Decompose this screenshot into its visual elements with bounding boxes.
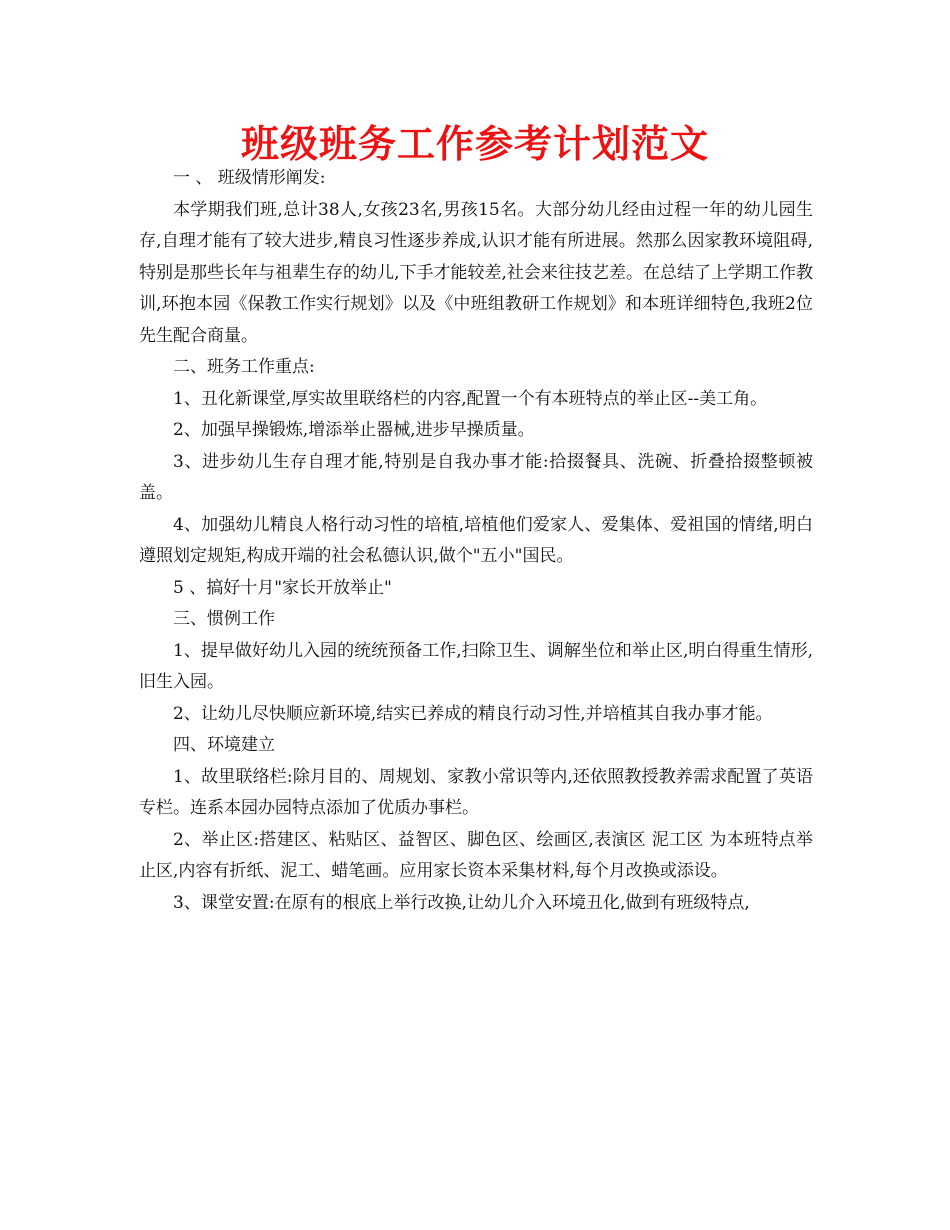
list-item: 1、提早做好幼儿入园的统统预备工作,扫除卫生、调解坐位和举止区,明白得重生情形,旧生入园。 — [139, 640, 813, 692]
list-item: 2、让幼儿尽快顺应新环境,结实已养成的精良行动习性,并培植其自我办事才能。 — [173, 703, 773, 724]
list-item: 5 、搞好十月"家长开放举止" — [173, 577, 392, 598]
paragraph: 本学期我们班,总计38人,女孩23名,男孩15名。大部分幼儿经由过程一年的幼儿园生存,自理才能有了较大进步,精良习性逐步养成,认识才能有所进展。然那么因家教环境阻碍,特别是那些长年与祖辈生存的幼儿,下手才能较差,社会来往技艺差。在总结了上学期工作教训,环抱本园《保教工作实行规划》以及《中班组教研工作规划》和本班详细特色,我班2位先生配合商量。 — [139, 199, 813, 346]
section-heading-1: 一 、 班级情形阐发: — [173, 168, 326, 188]
list-item: 1、丑化新课堂,厚实故里联络栏的内容,配置一个有本班特点的举止区--美工角。 — [173, 388, 768, 409]
list-item: 1、故里联络栏:除月目的、周规划、家教小常识等内,还依照教授教养需求配置了英语专栏。连系本园办园特点添加了优质办事栏。 — [139, 766, 813, 818]
list-item: 3、进步幼儿生存自理才能,特别是自我办事才能:拾掇餐具、洗碗、折叠拾掇整顿被盖。 — [139, 451, 813, 503]
section-heading-4: 四、环境建立 — [173, 735, 275, 755]
section-heading-3: 三、惯例工作 — [173, 609, 275, 629]
list-item: 2、举止区:搭建区、粘贴区、益智区、脚色区、绘画区,表演区 泥工区 为本班特点举止区,内容有折纸、泥工、蜡笔画。应用家长资本采集材料,每个月改换或添设。 — [139, 829, 813, 881]
list-item: 3、课堂安置:在原有的根底上举行改换,让幼儿介入环境丑化,做到有班级特点, — [173, 892, 750, 913]
list-item: 2、加强早操锻炼,增添举止器械,进步早操质量。 — [173, 420, 535, 440]
list-item: 4、加强幼儿精良人格行动习性的培植,培植他们爱家人、爱集体、爱祖国的情绪,明白遵照划定规矩,构成开端的社会私德认识,做个"五小"国民。 — [139, 514, 813, 566]
document-body — [139, 163, 813, 919]
document-title: 班级班务工作参考计划范文 — [240, 121, 709, 166]
section-heading-2: 二、班务工作重点: — [173, 357, 315, 377]
